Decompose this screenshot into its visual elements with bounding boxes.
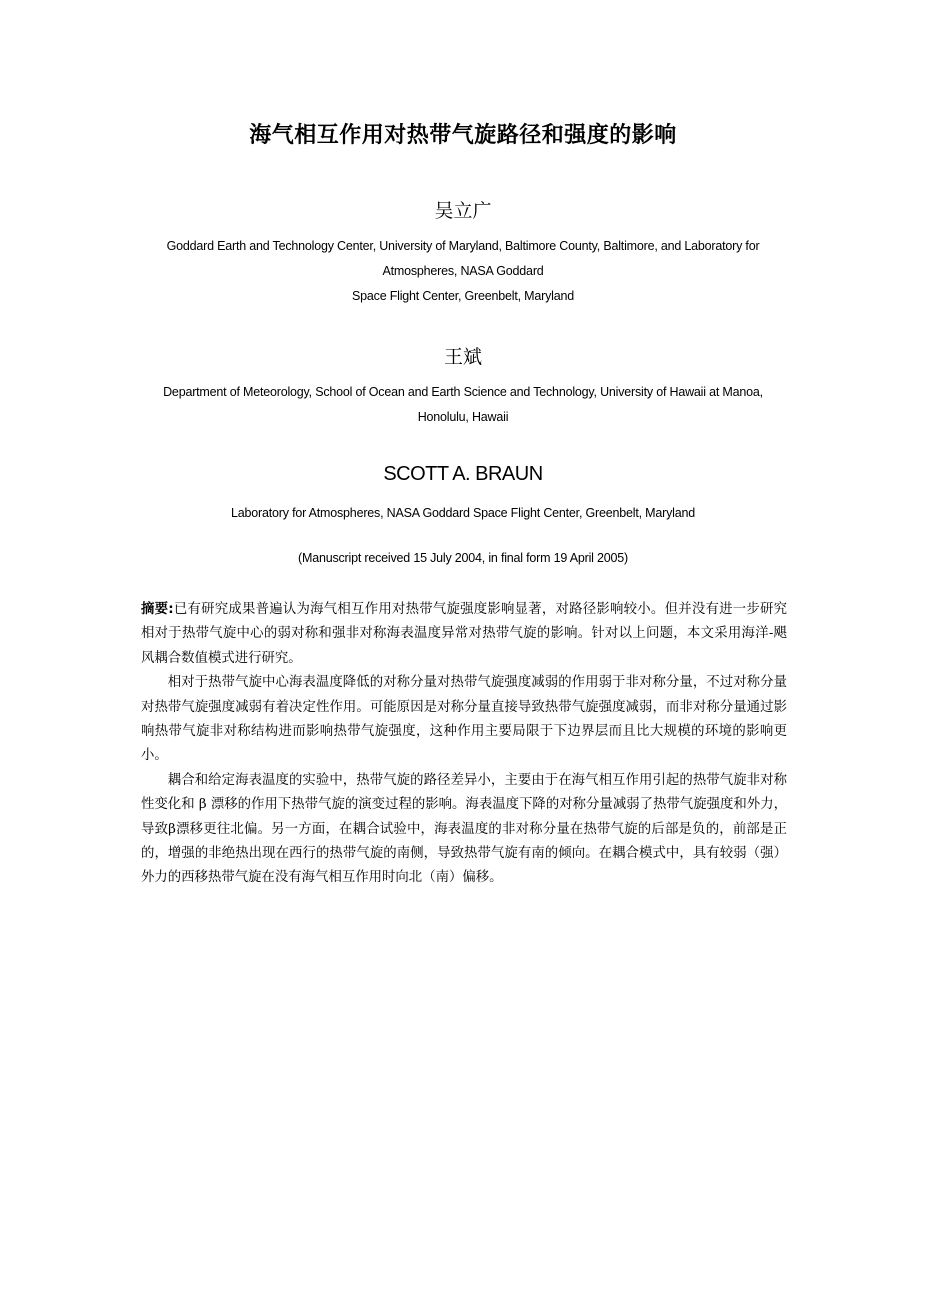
affiliation-line: Space Flight Center, Greenbelt, Maryland [352, 289, 574, 303]
affiliation-line: Laboratory for Atmospheres, NASA Goddard Space Flight Center, Greenbelt, Maryland [231, 506, 695, 520]
paper-title: 海气相互作用对热带气旋路径和强度的影响 [249, 123, 677, 148]
author-name: SCOTT A. BRAUN [383, 463, 543, 485]
abstract-paragraph: 耦合和给定海表温度的实验中，热带气旋的路径差异小，主要由于在海气相互作用引起的热带气旋非对称性变化和 β 漂移的作用下热带气旋的演变过程的影响。海表温度下降的对称分量减弱了热带气旋强度和外力，导致β漂移更往北偏。另一方面，在耦合试验中，海表温度的非对称分量在热带气旋的后部是负的，前部是正的，增强的非绝热出现在西行的热带气旋的南侧，导致热带气旋有南的倾向。在耦合模式中，具有较弱（强）外力的西移热带气旋在没有海气相互作用时向北（南）偏移。 [141, 772, 787, 886]
author-affiliation [140, 380, 786, 430]
abstract [141, 598, 787, 891]
affiliation-line: Goddard Earth and Technology Center, University of Maryland, Baltimore County, Baltimore, and Laboratory for [166, 239, 760, 253]
author-name: 王斌 [443, 346, 482, 368]
abstract-text: 已有研究成果普遍认为海气相互作用对热带气旋强度影响显著，对路径影响较小。但并没有进一步研究相对于热带气旋中心的弱对称和强非对称海表温度异常对热带气旋的影响。针对以上问题，本文采用海洋-飓风耦合数值模式进行研究。 [141, 602, 788, 666]
affiliation-line: Honolulu, Hawaii [417, 410, 509, 424]
author-affiliation [140, 501, 786, 526]
affiliation-line: Department of Meteorology, School of Ocean and Earth Science and Technology, University of Hawaii at Manoa, [163, 385, 763, 399]
abstract-label: 摘要: [141, 602, 174, 617]
abstract-paragraph [141, 598, 787, 671]
author-name: 吴立广 [434, 200, 492, 222]
manuscript-note: (Manuscript received 15 July 2004, in final form 19 April 2005) [298, 551, 628, 565]
abstract-paragraph: 相对于热带气旋中心海表温度降低的对称分量对热带气旋强度减弱的作用弱于非对称分量，不过对称分量对热带气旋强度减弱有着决定性作用。可能原因是对称分量直接导致热带气旋强度减弱，而非对称分量通过影响热带气旋非对称结构进而影响热带气旋强度，这种作用主要局限于下边界层而且比大规模的环境的影响更小。 [141, 675, 787, 764]
author-affiliation [140, 234, 786, 309]
affiliation-line: Atmospheres, NASA Goddard [382, 264, 544, 278]
